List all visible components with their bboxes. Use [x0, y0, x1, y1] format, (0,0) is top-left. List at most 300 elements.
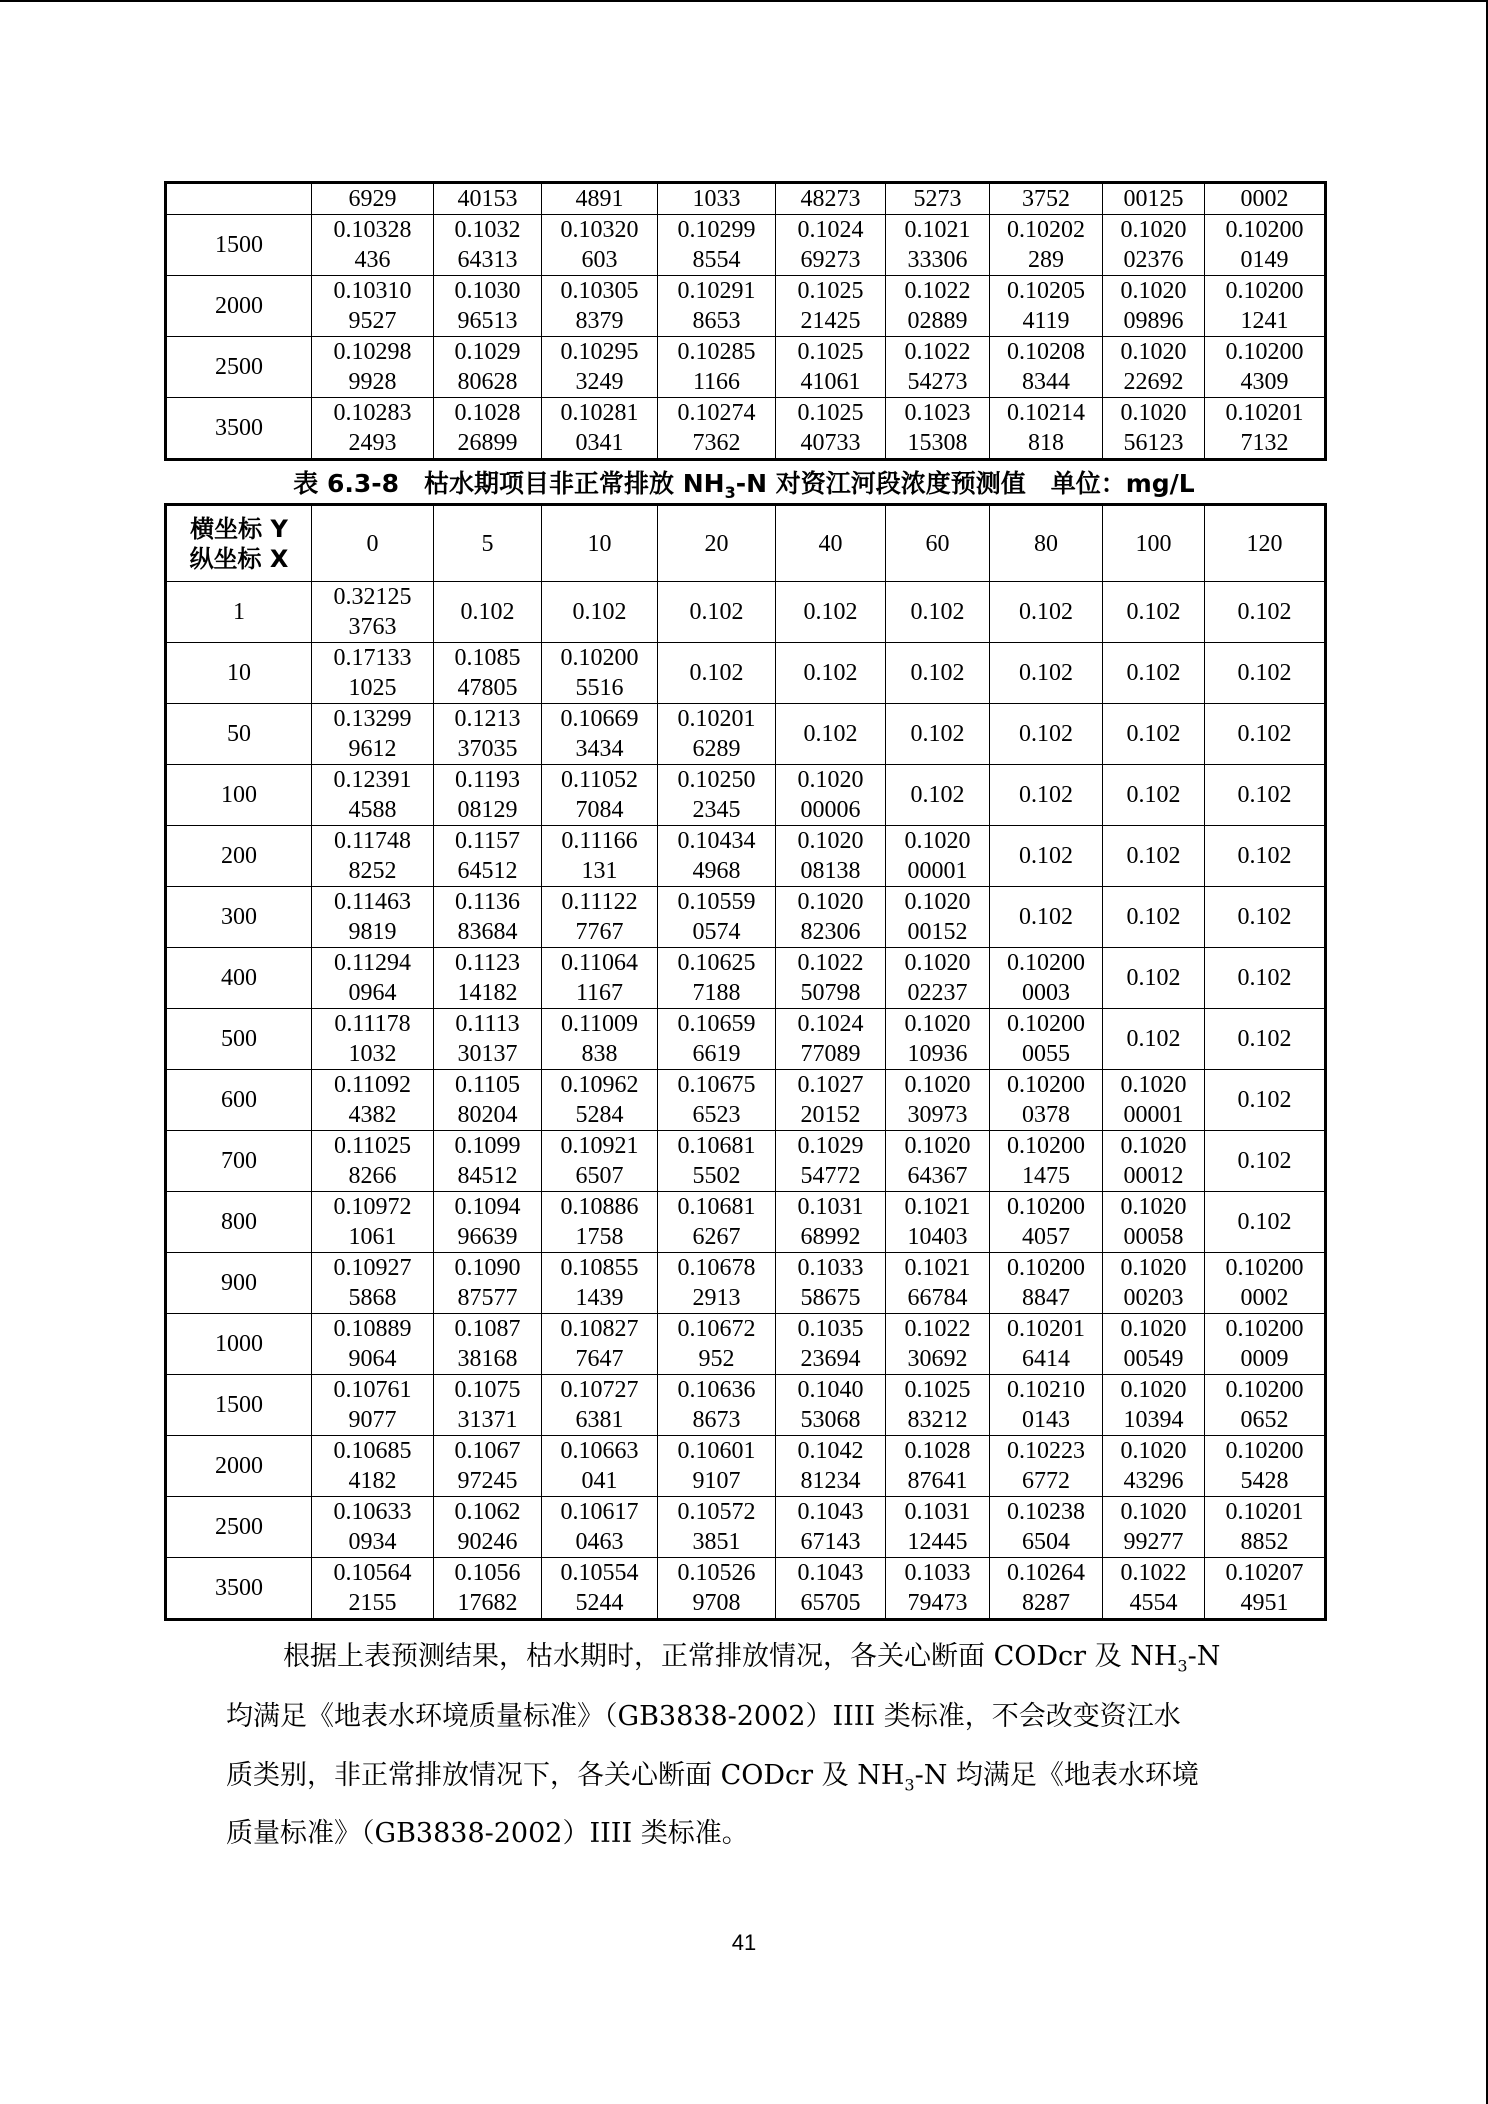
table-cell [542, 1436, 658, 1497]
cell-line: 0.10281 [560, 400, 639, 426]
table-cell [776, 215, 886, 276]
table-cell [990, 1131, 1103, 1192]
table-cell [1205, 1375, 1326, 1436]
cell-line: 0378 [1022, 1102, 1070, 1128]
table-cell: 0002 [1205, 183, 1326, 215]
cell-line: 0.10921 [560, 1133, 639, 1159]
cell-line: 0.10972 [333, 1194, 412, 1220]
table-cell [312, 643, 434, 704]
cell-line: 3249 [575, 369, 624, 395]
row-label-cell: 1000 [166, 1314, 312, 1375]
table-cell [990, 1436, 1103, 1497]
table-row [166, 276, 1326, 337]
cell-line: 0002 [1240, 1285, 1289, 1311]
cell-line: 0.10200 [1007, 1011, 1085, 1037]
table-row [166, 704, 1326, 765]
cell-line: 0.1113 [455, 1011, 520, 1037]
cell-line: 0.1033 [797, 1255, 864, 1281]
cell-line: 0.1031 [797, 1194, 864, 1220]
cell-line: 79473 [907, 1590, 968, 1616]
table-cell [1205, 1070, 1326, 1131]
cell-line: 53068 [800, 1407, 861, 1433]
cell-line: 65705 [800, 1590, 861, 1616]
cell-line: 0.1105 [454, 1072, 521, 1098]
table-cell: 3752 [990, 183, 1103, 215]
table-cell [1205, 215, 1326, 276]
cell-line: 08129 [457, 797, 518, 823]
cell-line: 0.10285 [677, 339, 756, 365]
table-row [166, 1131, 1326, 1192]
cell-line: 0.1022 [904, 339, 971, 365]
row-label-cell: 1500 [166, 215, 312, 276]
table-cell [1103, 1070, 1205, 1131]
cell-line: 0.1020 [797, 828, 864, 854]
cell-line: 0.10659 [677, 1011, 756, 1037]
cell-line: 10394 [1123, 1407, 1184, 1433]
cell-line: 80628 [457, 369, 518, 395]
table-cell [434, 1436, 542, 1497]
cell-line: 54273 [907, 369, 968, 395]
table-row [166, 1314, 1326, 1375]
nh3n-concentration-table [164, 503, 1327, 1621]
table-cell [990, 276, 1103, 337]
table-row [166, 1436, 1326, 1497]
cell-line: 38168 [457, 1346, 518, 1372]
cell-line: 9928 [348, 369, 397, 395]
cell-line: 0.10214 [1007, 400, 1085, 426]
cell-line: 81234 [800, 1468, 861, 1494]
table-row [166, 1070, 1326, 1131]
table-cell: 1033 [658, 183, 776, 215]
cell-line: 0.102 [1019, 843, 1073, 869]
cell-line: 0.10295 [560, 339, 639, 365]
cell-line: 0964 [348, 980, 397, 1006]
cell-line: 5284 [575, 1102, 624, 1128]
table-cell [990, 948, 1103, 1009]
table-cell [434, 1192, 542, 1253]
cell-line: 0.10681 [677, 1133, 756, 1159]
cell-line: 0.10617 [560, 1499, 639, 1525]
cell-line: 0.102 [572, 599, 627, 625]
cell-line: 12445 [907, 1529, 968, 1555]
table-cell [1103, 704, 1205, 765]
table-cell [776, 1436, 886, 1497]
table-cell [542, 1253, 658, 1314]
cell-line: 0.102 [1019, 599, 1073, 625]
cell-line: 0.10636 [677, 1377, 756, 1403]
table-cell [658, 1497, 776, 1558]
cell-line: 0.1031 [904, 1499, 971, 1525]
cell-line: 0.10200 [1007, 1072, 1085, 1098]
table-row [166, 1192, 1326, 1253]
cell-line: 26899 [457, 430, 518, 456]
cell-line: 0.1021 [904, 1255, 971, 1281]
header-x-label: 纵坐标 X [189, 544, 289, 573]
table-cell [658, 398, 776, 460]
table-cell [776, 398, 886, 460]
cell-line: 7132 [1240, 430, 1289, 456]
table-cell [542, 948, 658, 1009]
cell-line: 0652 [1240, 1407, 1289, 1433]
row-label-cell: 900 [166, 1253, 312, 1314]
cell-line: 9612 [348, 736, 397, 762]
table-cell [990, 1192, 1103, 1253]
table-cell [776, 1192, 886, 1253]
cell-line: 0.1025 [797, 278, 864, 304]
cell-line: 64367 [907, 1163, 968, 1189]
table-cell [542, 1497, 658, 1558]
cell-line: 69273 [800, 247, 861, 273]
table-cell [434, 337, 542, 398]
table-cell [542, 887, 658, 948]
cell-line: 20152 [800, 1102, 861, 1128]
table-row [166, 1497, 1326, 1558]
cell-line: 0.10886 [560, 1194, 639, 1220]
table-cell [776, 643, 886, 704]
cell-line: 0.102 [803, 599, 858, 625]
cell-line: 23694 [800, 1346, 861, 1372]
cell-line: 6619 [692, 1041, 741, 1067]
cell-line: 0.32125 [333, 584, 412, 610]
cell-line: 1032 [348, 1041, 397, 1067]
table-cell [776, 948, 886, 1009]
cell-line: 4182 [348, 1468, 397, 1494]
cell-line: 7362 [692, 430, 741, 456]
cell-line: 0.1029 [454, 339, 521, 365]
cell-line: 0.10559 [677, 889, 756, 915]
cell-line: 0.102 [1237, 1026, 1292, 1052]
page-number: 41 [731, 1930, 757, 1955]
cell-line: 0.1025 [904, 1377, 971, 1403]
cell-line: 0.102 [1237, 721, 1292, 747]
cell-line: 0.11009 [560, 1011, 639, 1037]
cell-line: 0.1022 [1120, 1560, 1187, 1586]
table-cell [542, 1070, 658, 1131]
table-cell [312, 337, 434, 398]
cell-line: 9708 [692, 1590, 741, 1616]
column-header-cell: 80 [990, 505, 1103, 582]
cell-line: 5244 [575, 1590, 624, 1616]
table-cell [886, 826, 990, 887]
row-label-cell: 10 [166, 643, 312, 704]
cell-line: 8379 [575, 308, 624, 334]
cell-line: 00203 [1123, 1285, 1184, 1311]
cell-line: 0.10250 [677, 767, 756, 793]
table-cell [990, 1009, 1103, 1070]
cell-line: 0.102 [1237, 965, 1292, 991]
table-cell [1103, 765, 1205, 826]
cell-line: 0.1020 [1120, 1072, 1187, 1098]
cell-line: 8344 [1022, 369, 1070, 395]
cell-line: 0463 [575, 1529, 624, 1555]
table-cell [542, 582, 658, 643]
cell-line: 0.1032 [454, 217, 521, 243]
cell-line: 87641 [907, 1468, 968, 1494]
table-cell [312, 1070, 434, 1131]
table-cell [990, 643, 1103, 704]
table-cell [434, 582, 542, 643]
table-cell [542, 765, 658, 826]
cell-line: 0.10434 [677, 828, 756, 854]
cell-line: 0.1020 [904, 1072, 971, 1098]
table-cell [658, 948, 776, 1009]
table-cell [434, 1314, 542, 1375]
cell-line: 0.1020 [904, 950, 971, 976]
table-cell [990, 1070, 1103, 1131]
table-cell [886, 582, 990, 643]
cell-line: 0.1028 [454, 400, 521, 426]
cell-line: 0.102 [1126, 660, 1181, 686]
table-cell [776, 1497, 886, 1558]
cell-line: 15308 [907, 430, 968, 456]
table-cell [542, 1314, 658, 1375]
cell-line: 0.1025 [797, 400, 864, 426]
table-cell [990, 337, 1103, 398]
cell-line: 0.102 [1126, 1026, 1181, 1052]
table-cell [434, 1131, 542, 1192]
cell-line: 0341 [575, 430, 624, 456]
table-cell [990, 1375, 1103, 1436]
table-row [166, 1558, 1326, 1620]
table-row [166, 398, 1326, 460]
table-cell [542, 826, 658, 887]
table-cell [1205, 1497, 1326, 1558]
cell-line: 0.10669 [560, 706, 639, 732]
table-cell [886, 1436, 990, 1497]
table-cell [1205, 1192, 1326, 1253]
cell-line: 0003 [1022, 980, 1070, 1006]
cell-line: 0.102 [1237, 843, 1292, 869]
row-label-cell: 700 [166, 1131, 312, 1192]
table-cell [990, 826, 1103, 887]
table-cell [434, 948, 542, 1009]
table-cell [312, 887, 434, 948]
cell-line: 64512 [457, 858, 518, 884]
cell-line: 0.10201 [1225, 400, 1304, 426]
cell-line: 4382 [348, 1102, 397, 1128]
row-label-cell: 1 [166, 582, 312, 643]
cell-line: 0.11166 [561, 828, 638, 854]
cell-line: 68992 [800, 1224, 861, 1250]
cell-line: 0055 [1022, 1041, 1070, 1067]
cell-line: 0.11748 [333, 828, 412, 854]
cell-line: 0.102 [1019, 782, 1073, 808]
cell-line: 0.102 [1126, 904, 1181, 930]
cell-line: 0.1085 [454, 645, 521, 671]
cell-line: 0.12391 [333, 767, 412, 793]
cell-line: 02376 [1123, 247, 1184, 273]
cell-line: 7188 [692, 980, 741, 1006]
cell-line: 0.10927 [333, 1255, 412, 1281]
table-cell [658, 1436, 776, 1497]
cell-line: 0.10572 [677, 1499, 756, 1525]
table-cell [1205, 826, 1326, 887]
cell-line: 0.1020 [1120, 400, 1187, 426]
cell-line: 50798 [800, 980, 861, 1006]
table-cell [1205, 948, 1326, 1009]
table-cell [1103, 1192, 1205, 1253]
cell-line: 58675 [800, 1285, 861, 1311]
table-row [166, 643, 1326, 704]
cell-line: 1167 [575, 980, 624, 1006]
cell-line: 00012 [1123, 1163, 1184, 1189]
table-row [166, 765, 1326, 826]
cell-line: 0.1087 [454, 1316, 521, 1342]
cell-line: 02889 [907, 308, 968, 334]
cell-line: 0.10305 [560, 278, 639, 304]
table-cell [990, 765, 1103, 826]
table-cell [312, 215, 434, 276]
table-cell [312, 826, 434, 887]
paragraph-line-2: 均满足《地表水环境质量标准》（GB3838-2002）IIII 类标准，不会改变资江水 [226, 1701, 1181, 1732]
cell-line: 43296 [1123, 1468, 1184, 1494]
table-cell [658, 1009, 776, 1070]
cell-line: 0.10200 [1225, 1377, 1304, 1403]
table-cell [990, 582, 1103, 643]
cell-line: 0.10283 [333, 400, 412, 426]
table-cell [1103, 215, 1205, 276]
cell-line: 0.102 [689, 599, 744, 625]
cell-line: 2345 [692, 797, 741, 823]
cell-line: 40733 [800, 430, 861, 456]
cell-line: 6507 [575, 1163, 624, 1189]
table-cell [312, 1558, 434, 1620]
table-cell [1103, 887, 1205, 948]
cell-line: 0.10200 [560, 645, 639, 671]
table-cell [776, 1131, 886, 1192]
cell-line: 9077 [348, 1407, 397, 1433]
cell-line: 5868 [348, 1285, 397, 1311]
table-row [166, 1009, 1326, 1070]
table-cell [658, 215, 776, 276]
cell-line: 00006 [800, 797, 861, 823]
table-cell [886, 765, 990, 826]
cell-line: 0.10761 [333, 1377, 412, 1403]
cell-line: 0.10675 [677, 1072, 756, 1098]
cell-line: 0.10201 [1225, 1499, 1304, 1525]
cell-line: 0.10201 [1007, 1316, 1085, 1342]
table-cell [886, 887, 990, 948]
cell-line: 33306 [907, 247, 968, 273]
table-cell [1205, 1253, 1326, 1314]
cell-line: 0.1157 [454, 828, 521, 854]
cell-line: 436 [354, 247, 391, 273]
table-cell [542, 704, 658, 765]
cell-line: 0.10564 [333, 1560, 412, 1586]
table-row [166, 582, 1326, 643]
cell-line: 1439 [575, 1285, 624, 1311]
cell-line: 30973 [907, 1102, 968, 1128]
table-cell [434, 398, 542, 460]
table-cell [886, 1497, 990, 1558]
table-cell [1205, 337, 1326, 398]
cell-line: 0.1020 [904, 828, 971, 854]
cell-line: 0.10962 [560, 1072, 639, 1098]
cell-line: 0.10264 [1007, 1560, 1085, 1586]
cell-line: 0.102 [1126, 721, 1181, 747]
column-header-cell: 10 [542, 505, 658, 582]
cell-line: 0.10727 [560, 1377, 639, 1403]
table-cell [886, 1131, 990, 1192]
table-caption: 表 6.3-8 枯水期项目非正常排放 $NH_3-N$ 对资江河段浓度预测值 单位：mg/L [293, 469, 1195, 502]
cell-line: 4968 [692, 858, 741, 884]
table-cell [1205, 582, 1326, 643]
table-cell [1103, 337, 1205, 398]
table-row [166, 948, 1326, 1009]
table-cell [658, 1131, 776, 1192]
cell-line: 83684 [457, 919, 518, 945]
cell-line: 0.10855 [560, 1255, 639, 1281]
table-row [166, 826, 1326, 887]
continued-concentration-table [164, 181, 1327, 461]
cell-line: 00058 [1123, 1224, 1184, 1250]
cell-line: 7647 [575, 1346, 624, 1372]
table-cell [1103, 1375, 1205, 1436]
cell-line: 0.1021 [904, 217, 971, 243]
cell-line: 0.1056 [454, 1560, 521, 1586]
cell-line: 0.1022 [904, 278, 971, 304]
cell-line: 0.1020 [797, 889, 864, 915]
row-label-cell: 2000 [166, 276, 312, 337]
cell-line: 0.1022 [904, 1316, 971, 1342]
table-row [166, 337, 1326, 398]
cell-line: 131 [581, 858, 618, 884]
table-cell [434, 887, 542, 948]
table-cell [658, 704, 776, 765]
row-label-cell: 50 [166, 704, 312, 765]
table-cell: 5273 [886, 183, 990, 215]
table-cell [990, 704, 1103, 765]
cell-line: 6289 [692, 736, 741, 762]
cell-line: 3434 [575, 736, 624, 762]
cell-line: 22692 [1123, 369, 1184, 395]
column-header-cell: 0 [312, 505, 434, 582]
table-cell [312, 1131, 434, 1192]
table-cell [658, 1314, 776, 1375]
cell-line: 0.10328 [333, 217, 412, 243]
table-cell [1205, 276, 1326, 337]
table-cell [886, 1070, 990, 1131]
cell-line: 0.1020 [1120, 1316, 1187, 1342]
cell-line: 6523 [692, 1102, 741, 1128]
cell-line: 952 [698, 1346, 735, 1372]
cell-line: 0.1030 [454, 278, 521, 304]
cell-line: 0.1099 [454, 1133, 521, 1159]
cell-line: 37035 [457, 736, 518, 762]
table-cell [658, 1253, 776, 1314]
table-cell [1205, 765, 1326, 826]
cell-line: 0.102 [910, 660, 965, 686]
cell-line: 66784 [907, 1285, 968, 1311]
cell-line: 90246 [457, 1529, 518, 1555]
table-cell [1103, 826, 1205, 887]
table-cell [886, 337, 990, 398]
cell-line: 0.11092 [333, 1072, 412, 1098]
table-cell [1103, 643, 1205, 704]
table-cell [990, 1253, 1103, 1314]
table-cell [312, 1314, 434, 1375]
table-row [166, 215, 1326, 276]
table-cell [886, 276, 990, 337]
table-cell [1205, 1436, 1326, 1497]
table-cell [886, 1009, 990, 1070]
cell-line: 0149 [1240, 247, 1289, 273]
row-label-cell: 600 [166, 1070, 312, 1131]
table-cell [542, 276, 658, 337]
cell-line: 30137 [457, 1041, 518, 1067]
table-cell [776, 1558, 886, 1620]
cell-line: 0.102 [460, 599, 515, 625]
